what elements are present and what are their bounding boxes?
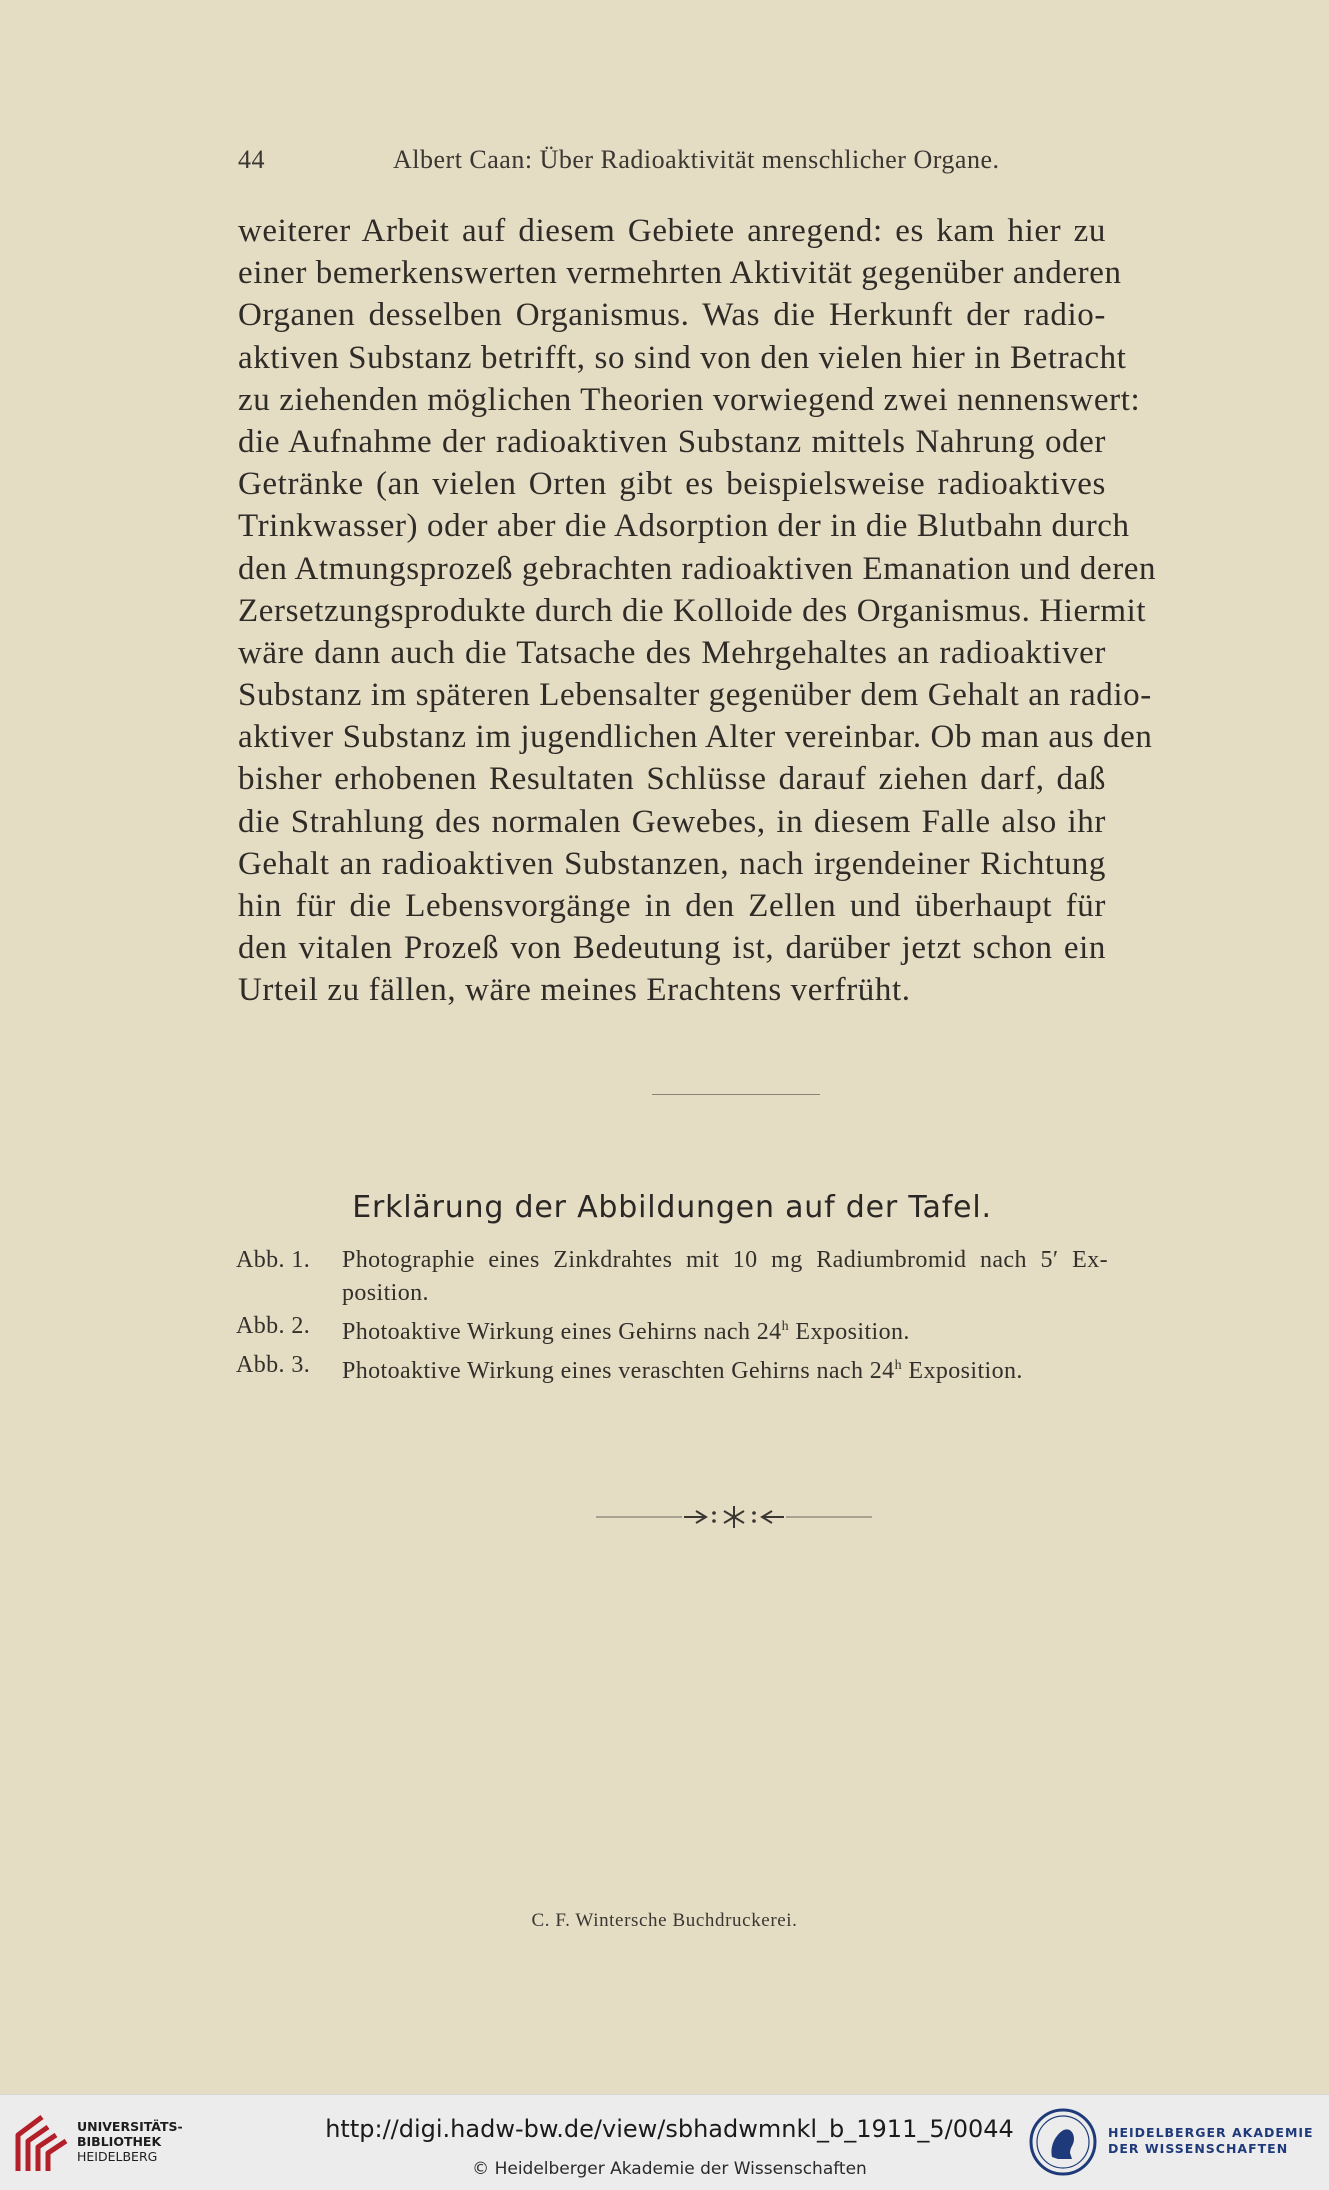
body-line: Getränke (an vielen Orten gibt es beispielsweise radioaktives	[238, 466, 1106, 503]
caption-abb-3	[236, 1349, 1108, 1388]
body-line: wäre dann auch die Tatsache des Mehrgehaltes an radioaktiver	[238, 634, 1106, 671]
running-head-title: Albert Caan: Über Radioaktivität menschlicher Organe.	[393, 145, 1000, 174]
section-heading: Erklärung der Abbildungen auf der Tafel.	[352, 1190, 992, 1225]
body-line: Substanz im späteren Lebensalter gegenüber dem Gehalt an radio-	[238, 677, 1152, 714]
body-line: Trinkwasser) oder aber die Adsorption der in die Blutbahn durch	[238, 508, 1130, 545]
caption-abb-1	[236, 1244, 1108, 1310]
caption-abb-2	[236, 1310, 1108, 1349]
body-line: den vitalen Prozeß von Bedeutung ist, darüber jetzt schon ein	[238, 930, 1106, 967]
caption-text-main: Photoaktive Wirkung eines veraschten Gehirns nach 24	[342, 1358, 895, 1384]
body-line: zu ziehenden möglichen Theorien vorwiegend zwei nennenswert:	[238, 381, 1141, 418]
body-line: Gehalt an radioaktiven Substanzen, nach irgendeiner Richtung	[238, 845, 1106, 882]
body-line: weiterer Arbeit auf diesem Gebiete anregend: es kam hier zu	[238, 213, 1106, 249]
page-number: 44	[238, 145, 265, 174]
caption-superscript: h	[894, 1358, 902, 1373]
running-head	[238, 145, 1106, 185]
body-line: bisher erhobenen Resultaten Schlüsse darauf ziehen darf, daß	[238, 761, 1106, 798]
body-line: aktiver Substanz im jugendlichen Alter vereinbar. Ob man aus den	[238, 719, 1153, 756]
printer-imprint: C. F. Wintersche Buchdruckerei.	[531, 1910, 798, 1931]
body-line: die Strahlung des normalen Gewebes, in diesem Falle also ihr	[238, 803, 1106, 840]
body-line: einer bemerkenswerten vermehrten Aktivität gegenüber anderen	[238, 255, 1122, 292]
copyright-notice: © Heidelberger Akademie der Wissenschaften	[472, 2159, 867, 2179]
ub-wordmark-line: HEIDELBERG	[77, 2149, 158, 2164]
body-line: hin für die Lebensvorgänge in den Zellen und überhaupt für	[238, 888, 1106, 924]
caption-text-tail: Exposition.	[788, 1319, 910, 1345]
caption-text	[342, 1310, 1108, 1349]
academy-wordmark[interactable]	[1108, 2125, 1314, 2157]
body-line: aktiven Substanz betrifft, so sind von den vielen hier in Betracht	[238, 339, 1127, 376]
viewer-footer	[0, 2094, 1329, 2190]
body-line: Organen desselben Organismus. Was die Herkunft der radio-	[238, 297, 1106, 334]
figure-captions	[236, 1244, 1108, 1388]
ornament-divider-icon	[596, 1502, 872, 1532]
body-paragraph	[238, 210, 1157, 1012]
caption-text	[342, 1349, 1108, 1388]
caption-text: Photographie eines Zinkdrahtes mit 10 mg Radiumbromid nach 5′ Ex-	[342, 1247, 1108, 1273]
caption-label: Abb. 2.	[236, 1313, 311, 1339]
caption-superscript: h	[781, 1319, 789, 1334]
body-line: die Aufnahme der radioaktiven Substanz mittels Nahrung oder	[238, 423, 1106, 460]
academy-seal-icon[interactable]	[1028, 2107, 1098, 2177]
section-divider-rule	[652, 1094, 820, 1095]
permalink-url[interactable]: http://digi.hadw-bw.de/view/sbhadwmnkl_b_1911_5/0044	[325, 2115, 1014, 2143]
academy-wordmark-line: HEIDELBERGER AKADEMIE	[1108, 2125, 1314, 2140]
caption-text-continued: position.	[342, 1280, 429, 1306]
ub-wordmark-line: BIBLIOTHEK	[77, 2134, 162, 2149]
caption-label: Abb. 3.	[236, 1352, 311, 1378]
ub-wordmark-line: UNIVERSITÄTS-	[77, 2119, 183, 2134]
body-line: Zersetzungsprodukte durch die Kolloide des Organismus. Hiermit	[238, 592, 1147, 629]
caption-label: Abb. 1.	[236, 1247, 311, 1273]
body-line: Urteil zu fällen, wäre meines Erachtens verfrüht.	[238, 972, 911, 1009]
caption-text-main: Photoaktive Wirkung eines Gehirns nach 24	[342, 1319, 782, 1345]
academy-wordmark-line: DER WISSENSCHAFTEN	[1108, 2141, 1289, 2156]
body-line: den Atmungsprozeß gebrachten radioaktiven Emanation und deren	[238, 550, 1157, 587]
caption-text-tail: Exposition.	[902, 1358, 1023, 1384]
